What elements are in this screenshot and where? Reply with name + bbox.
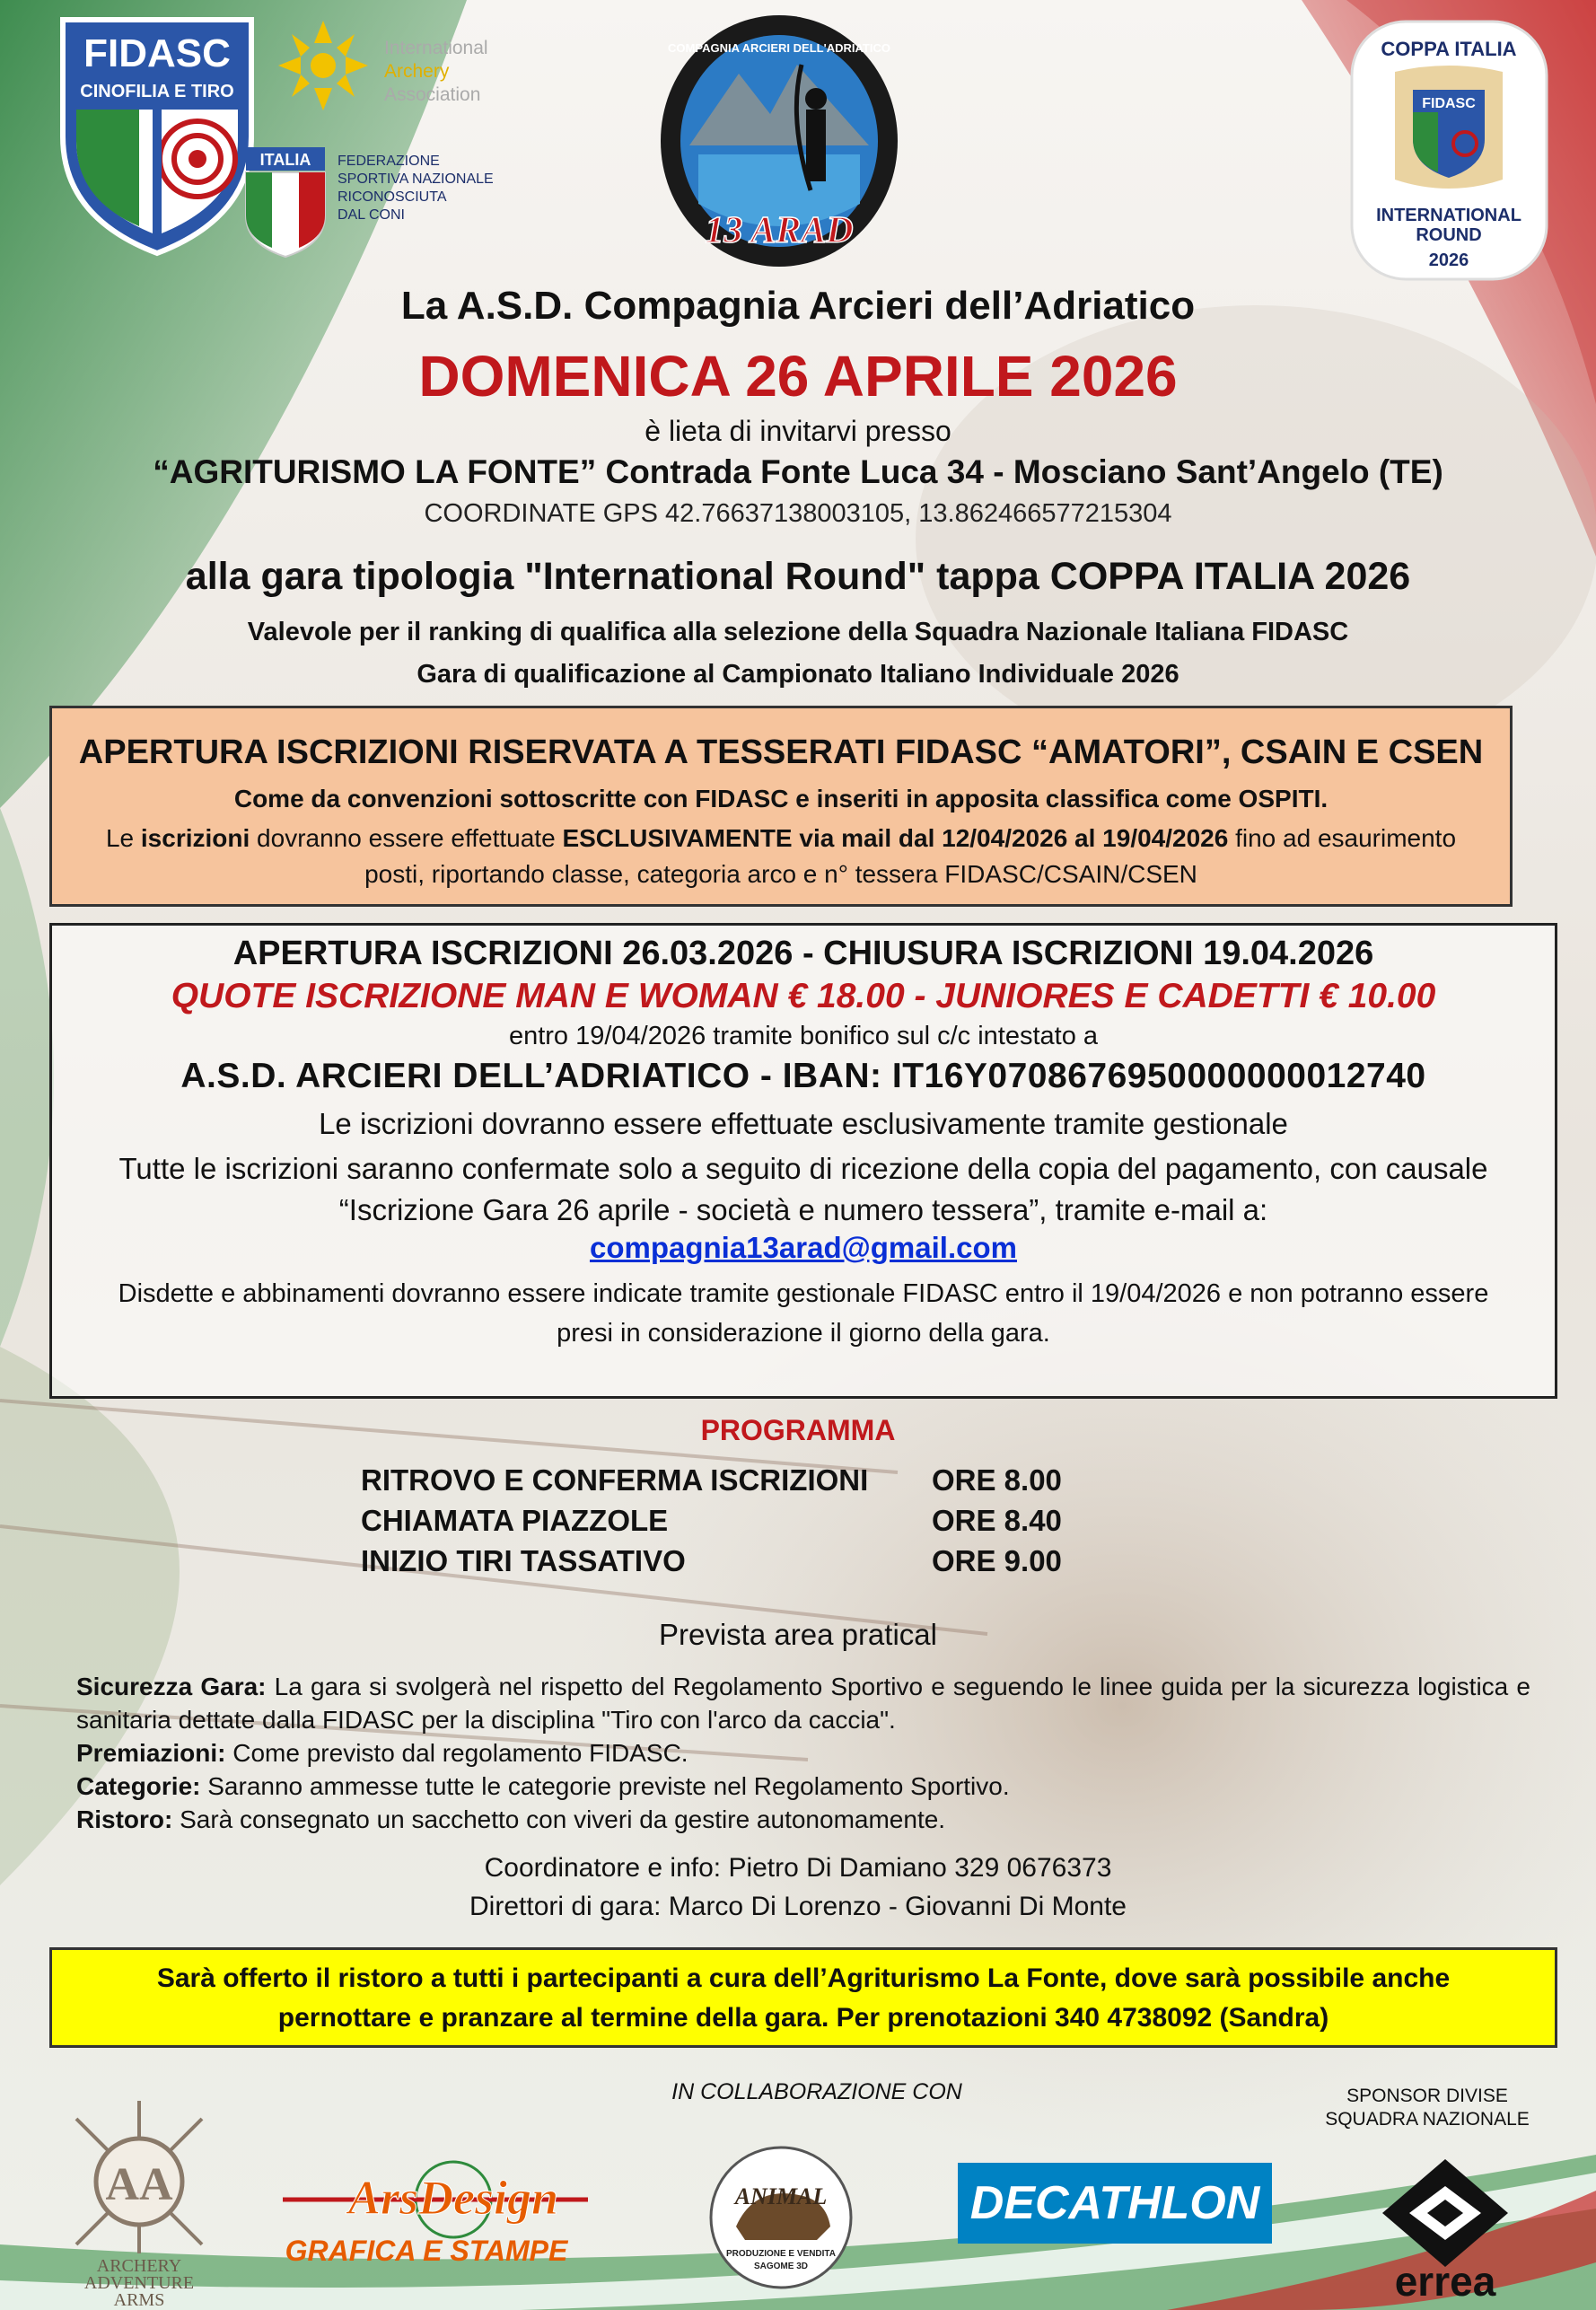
svg-text:FIDASC: FIDASC bbox=[83, 31, 231, 75]
club-13-arad-badge bbox=[653, 11, 905, 271]
coppa-italia-badge bbox=[1348, 18, 1550, 283]
coordinator-contact: Coordinatore e info: Pietro Di Damiano 329 0676373 bbox=[484, 1853, 1112, 1883]
svg-text:ArsDesign: ArsDesign bbox=[347, 2171, 559, 2225]
animal-3d-logo bbox=[709, 2141, 853, 2298]
reserved-box-subtitle: Come da convenzioni sottoscritte con FIDASC e inseriti in apposita classifica come OSPITI. bbox=[233, 785, 1329, 812]
refreshment-paragraph: Ristoro: Sarà consegnato un sacchetto con viveri da gestire autonomamente. bbox=[76, 1805, 946, 1833]
pratical-area-note: Prevista area pratical bbox=[659, 1618, 937, 1651]
ifaa-logo bbox=[269, 16, 530, 115]
svg-text:AA: AA bbox=[105, 2159, 173, 2210]
fidasc-shield-logo bbox=[54, 11, 260, 262]
notice-line: Sarà offerto il ristoro a tutti i partecipanti a cura dell’Agriturismo La Fonte, dove sarà possibile anche bbox=[156, 1963, 1451, 1993]
venue-line: “AGRITURISMO LA FONTE” Contrada Fonte Luca 34 - Mosciano Sant’Angelo (TE) bbox=[153, 453, 1443, 490]
svg-text:International: International bbox=[384, 38, 488, 58]
archery-adventure-arms-logo bbox=[49, 2092, 229, 2307]
event-info bbox=[76, 1670, 1530, 1836]
schedule-time: ORE 8.40 bbox=[932, 1504, 1062, 1537]
schedule-time: ORE 8.00 bbox=[932, 1463, 1062, 1497]
svg-text:SPORTIVA NAZIONALE: SPORTIVA NAZIONALE bbox=[338, 171, 494, 187]
svg-text:ANIMAL: ANIMAL bbox=[734, 2183, 828, 2209]
italia-coni-logo bbox=[244, 144, 513, 260]
svg-text:CINOFILIA E TIRO: CINOFILIA E TIRO bbox=[80, 82, 234, 101]
svg-text:ADVENTURE: ADVENTURE bbox=[83, 2273, 195, 2293]
schedule-time: ORE 9.00 bbox=[932, 1544, 1062, 1577]
svg-text:GRAFICA E STAMPE: GRAFICA E STAMPE bbox=[285, 2235, 568, 2267]
event-date: DOMENICA 26 APRILE 2026 bbox=[418, 344, 1178, 408]
schedule-row bbox=[361, 1544, 1079, 1585]
registration-details-box bbox=[49, 923, 1557, 1399]
svg-text:ARMS: ARMS bbox=[113, 2290, 165, 2307]
program-title: PROGRAMMA bbox=[700, 1414, 896, 1446]
svg-text:FEDERAZIONE: FEDERAZIONE bbox=[338, 154, 440, 169]
invite-line: è lieta di invitarvi presso bbox=[645, 415, 951, 447]
collaboration-label: IN COLLABORAZIONE CON bbox=[671, 2079, 962, 2104]
confirmation-note: Tutte le iscrizioni saranno confermate solo a seguito di ricezione della copia del pagamento, con causale “Iscrizione Gara 26 aprile - società e numero tessera”, tramite e-mail a: bbox=[118, 1152, 1488, 1226]
svg-text:DAL CONI: DAL CONI bbox=[338, 207, 405, 223]
gestionale-note: Le iscrizioni dovranno essere effettuate esclusivamente tramite gestionale bbox=[319, 1107, 1288, 1140]
contact-email-link[interactable]: compagnia13arad@gmail.com bbox=[589, 1231, 1017, 1264]
errea-logo bbox=[1364, 2150, 1526, 2303]
bank-transfer-note: entro 19/04/2026 tramite bonifico sul c/c intestato a bbox=[508, 1022, 1099, 1050]
svg-text:SAGOME 3D: SAGOME 3D bbox=[753, 2262, 809, 2271]
cancellation-note: Disdette e abbinamenti dovranno essere indicate tramite gestionale FIDASC entro il 19/04/2026 e non potranno essere presi in considerazione il giorno della gara. bbox=[118, 1279, 1489, 1348]
race-directors: Direttori di gara: Marco Di Lorenzo - Giovanni Di Monte bbox=[469, 1892, 1127, 1921]
schedule-label: CHIAMATA PIAZZOLE bbox=[361, 1504, 669, 1537]
ranking-validity: Valevole per il ranking di qualifica alla selezione della Squadra Nazionale Italiana FIDASC bbox=[247, 618, 1349, 646]
svg-text:ROUND: ROUND bbox=[1416, 225, 1482, 245]
svg-text:13 ARAD: 13 ARAD bbox=[705, 210, 854, 251]
svg-text:INTERNATIONAL: INTERNATIONAL bbox=[1376, 206, 1521, 225]
awards-paragraph: Premiazioni: Come previsto dal regolamento FIDASC. bbox=[76, 1739, 688, 1767]
program-schedule bbox=[361, 1463, 1079, 1585]
svg-text:ITALIA: ITALIA bbox=[259, 151, 311, 169]
schedule-row bbox=[361, 1504, 1079, 1544]
svg-text:errea: errea bbox=[1394, 2258, 1496, 2303]
arsdesign-logo bbox=[274, 2155, 597, 2271]
svg-text:COPPA ITALIA: COPPA ITALIA bbox=[1381, 38, 1517, 60]
registration-dates: APERTURA ISCRIZIONI 26.03.2026 - CHIUSURA ISCRIZIONI 19.04.2026 bbox=[232, 935, 1374, 972]
gps-coordinates: COORDINATE GPS 42.76637138003105, 13.862466577215304 bbox=[424, 499, 1172, 528]
notice-line: pernottare e pranzare al termine della gara. Per prenotazioni 340 4738092 (Sandra) bbox=[277, 2003, 1329, 2033]
schedule-label: INIZIO TIRI TASSATIVO bbox=[361, 1544, 686, 1577]
schedule-row bbox=[361, 1463, 1079, 1504]
svg-text:Association: Association bbox=[384, 84, 481, 105]
reserved-box-title: APERTURA ISCRIZIONI RISERVATA A TESSERATI FIDASC “AMATORI”, CSAIN E CSEN bbox=[78, 733, 1484, 771]
svg-text:RICONOSCIUTA: RICONOSCIUTA bbox=[338, 189, 447, 205]
svg-text:PRODUZIONE E VENDITA: PRODUZIONE E VENDITA bbox=[725, 2249, 837, 2259]
svg-text:Archery: Archery bbox=[384, 61, 450, 82]
race-type-line: alla gara tipologia "International Round" tappa COPPA ITALIA 2026 bbox=[185, 555, 1411, 598]
qualification-line: Gara di qualificazione al Campionato Italiano Individuale 2026 bbox=[417, 660, 1179, 689]
sponsor-label: SPONSOR DIVISE SQUADRA NAZIONALE bbox=[1325, 2086, 1530, 2130]
svg-text:COMPAGNIA ARCIERI DELL'ADRIATI: COMPAGNIA ARCIERI DELL'ADRIATICO bbox=[668, 41, 890, 55]
svg-text:FIDASC: FIDASC bbox=[1422, 96, 1476, 111]
iban-line: A.S.D. ARCIERI DELL’ADRIATICO - IBAN: IT16Y0708676950000000012740 bbox=[180, 1057, 1426, 1095]
organizer-line: La A.S.D. Compagnia Arcieri dell’Adriatico bbox=[400, 284, 1196, 328]
svg-text:2026: 2026 bbox=[1428, 250, 1469, 270]
categories-paragraph: Categorie: Saranno ammesse tutte le categorie previste nel Regolamento Sportivo. bbox=[76, 1772, 1010, 1800]
reserved-registration-box bbox=[49, 706, 1513, 907]
reserved-box-text: Le iscrizioni dovranno essere effettuate ESCLUSIVAMENTE via mail dal 12/04/2026 al 19/04/2026 fino ad esaurimento posti, riportando classe, categoria arco e n° tessera FIDASC/CSAIN/CSEN bbox=[105, 824, 1457, 888]
decathlon-logo bbox=[958, 2163, 1272, 2244]
schedule-label: RITROVO E CONFERMA ISCRIZIONI bbox=[361, 1463, 869, 1497]
registration-fees: QUOTE ISCRIZIONE MAN E WOMAN € 18.00 - JUNIORES E CADETTI € 10.00 bbox=[171, 977, 1436, 1015]
safety-paragraph: Sicurezza Gara: La gara si svolgerà nel rispetto del Regolamento Sportivo e seguendo le linee guida per la sicurezza logistica e sanitaria dettate dalla FIDASC per la disciplina "Tiro con l'arco da caccia". bbox=[76, 1673, 1530, 1734]
svg-text:DECATHLON: DECATHLON bbox=[969, 2177, 1260, 2229]
refreshment-notice-box bbox=[49, 1947, 1557, 2048]
svg-text:ARCHERY: ARCHERY bbox=[96, 2256, 182, 2276]
